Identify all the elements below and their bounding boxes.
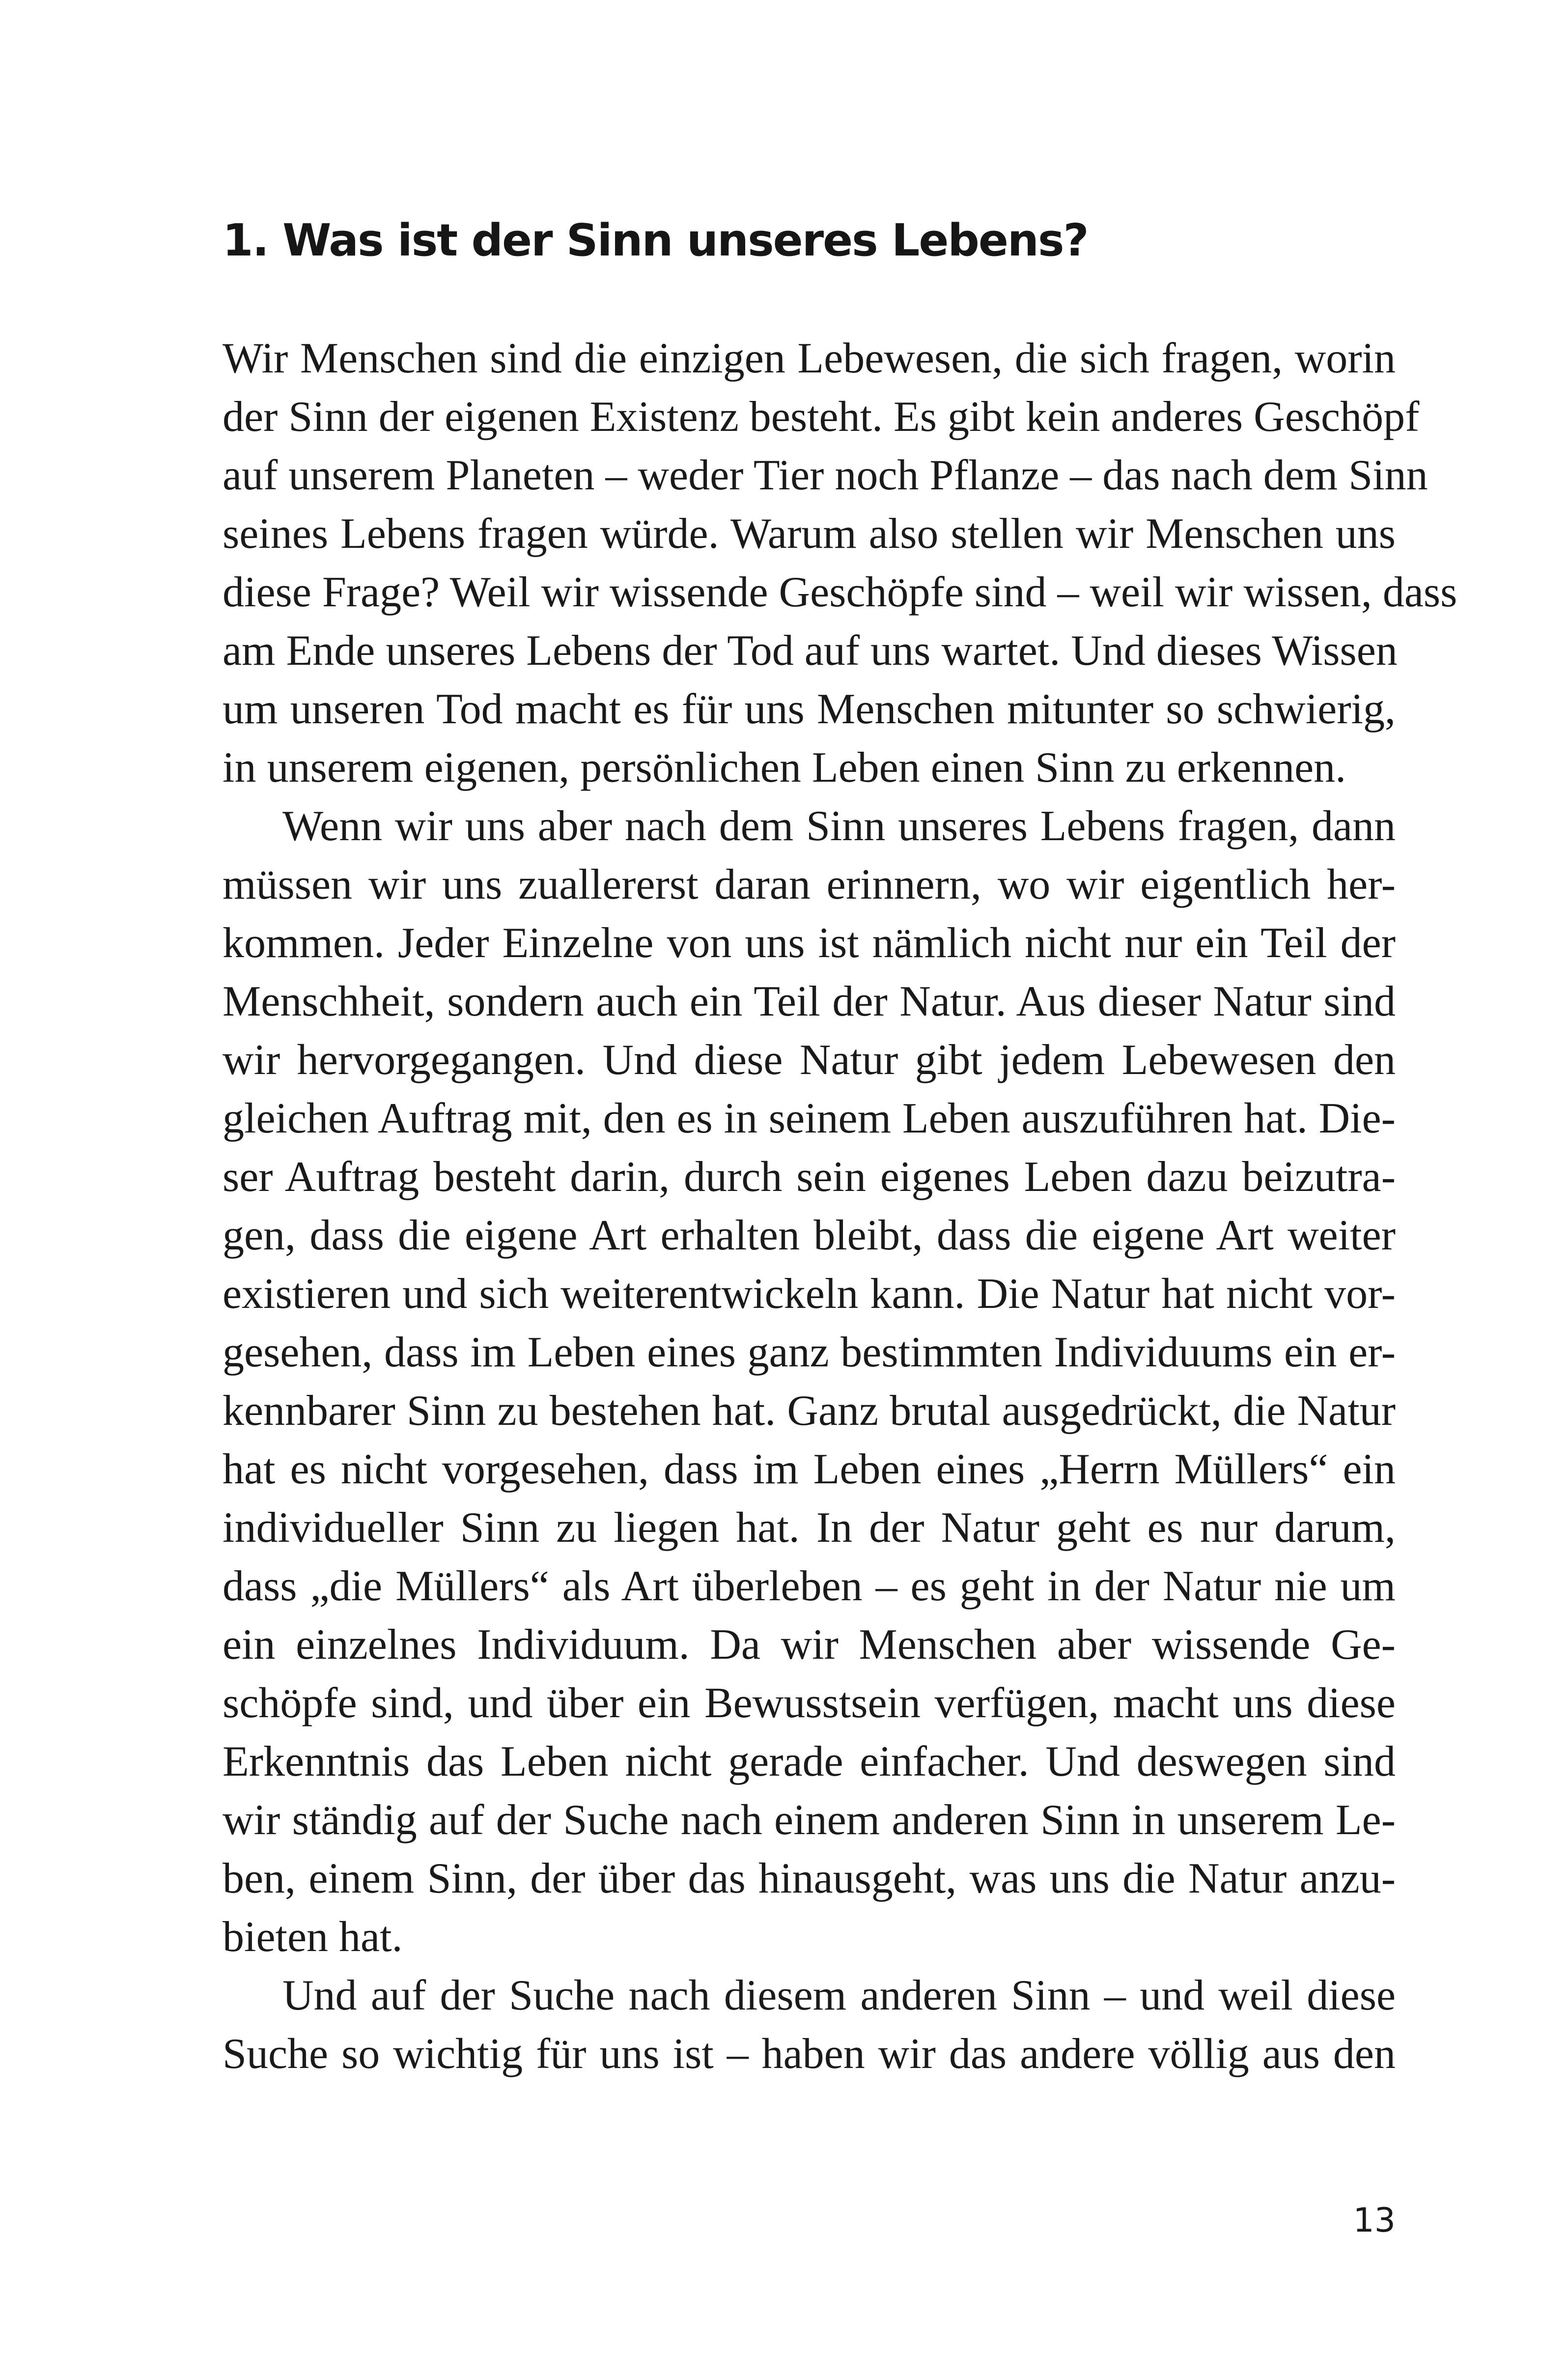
text-line: der Sinn der eigenen Existenz besteht. Es gibt kein anderes Geschöpf (223, 393, 1420, 441)
text-line: um unseren Tod macht es für uns Menschen mitunter so schwierig, (223, 685, 1396, 733)
text-line: Und auf der Suche nach diesem anderen Sinn – und weil diese (282, 1972, 1396, 2019)
text-line: gen, dass die eigene Art erhalten bleibt, dass die eigene Art weiter (223, 1212, 1396, 1259)
text-line: Wir Menschen sind die einzigen Lebewesen, die sich fragen, worin (223, 335, 1396, 382)
page-number: 13 (1353, 2201, 1396, 2240)
text-line: in unserem eigenen, persönlichen Leben einen Sinn zu erkennen. (223, 744, 1346, 792)
text-line: hat es nicht vorgesehen, dass im Leben eines „Herrn Müllers“ ein (223, 1445, 1396, 1493)
text-line: müssen wir uns zuallererst daran erinnern, wo wir eigentlich her- (223, 861, 1396, 908)
text-line: Erkenntnis das Leben nicht gerade einfacher. Und deswegen sind (223, 1738, 1396, 1785)
text-line: bieten hat. (223, 1913, 403, 1961)
text-line: am Ende unseres Lebens der Tod auf uns wartet. Und dieses Wissen (223, 627, 1398, 675)
text-line: Menschheit, sondern auch ein Teil der Natur. Aus dieser Natur sind (223, 978, 1396, 1025)
text-line: individueller Sinn zu liegen hat. In der Natur geht es nur darum, (223, 1504, 1396, 1552)
text-line: kennbarer Sinn zu bestehen hat. Ganz brutal ausgedrückt, die Natur (223, 1387, 1396, 1435)
text-line: schöpfe sind, und über ein Bewusstsein verfügen, macht uns diese (223, 1679, 1396, 1727)
text-line: wir ständig auf der Suche nach einem anderen Sinn in unserem Le- (223, 1796, 1396, 1844)
text-line: Suche so wichtig für uns ist – haben wir das andere völlig aus den (223, 2030, 1396, 2078)
text-line: existieren und sich weiterentwickeln kann. Die Natur hat nicht vor- (223, 1270, 1396, 1318)
text-line: Wenn wir uns aber nach dem Sinn unseres Lebens fragen, dann (282, 802, 1396, 850)
body-text (223, 329, 1457, 2083)
text-line: ser Auftrag besteht darin, durch sein eigenes Leben dazu beizutra- (223, 1153, 1396, 1201)
text-line: diese Frage? Weil wir wissende Geschöpfe sind – weil wir wissen, dass (223, 568, 1457, 616)
text-line: ben, einem Sinn, der über das hinausgeht, was uns die Natur anzu- (223, 1855, 1396, 1902)
chapter-heading: 1. Was ist der Sinn unseres Lebens? (223, 215, 1088, 266)
text-line: wir hervorgegangen. Und diese Natur gibt jedem Lebewesen den (223, 1036, 1396, 1084)
text-line: seines Lebens fragen würde. Warum also stellen wir Menschen uns (223, 510, 1396, 558)
text-line: kommen. Jeder Einzelne von uns ist nämlich nicht nur ein Teil der (223, 919, 1396, 967)
text-line: gesehen, dass im Leben eines ganz bestimmten Individuums ein er- (223, 1329, 1396, 1376)
text-line: auf unserem Planeten – weder Tier noch Pflanze – das nach dem Sinn (223, 452, 1428, 499)
text-line: gleichen Auftrag mit, den es in seinem Leben auszuführen hat. Die- (223, 1095, 1396, 1142)
text-line: ein einzelnes Individuum. Da wir Menschen aber wissende Ge- (223, 1621, 1396, 1669)
text-line: dass „die Müllers“ als Art überleben – es geht in der Natur nie um (223, 1562, 1396, 1610)
